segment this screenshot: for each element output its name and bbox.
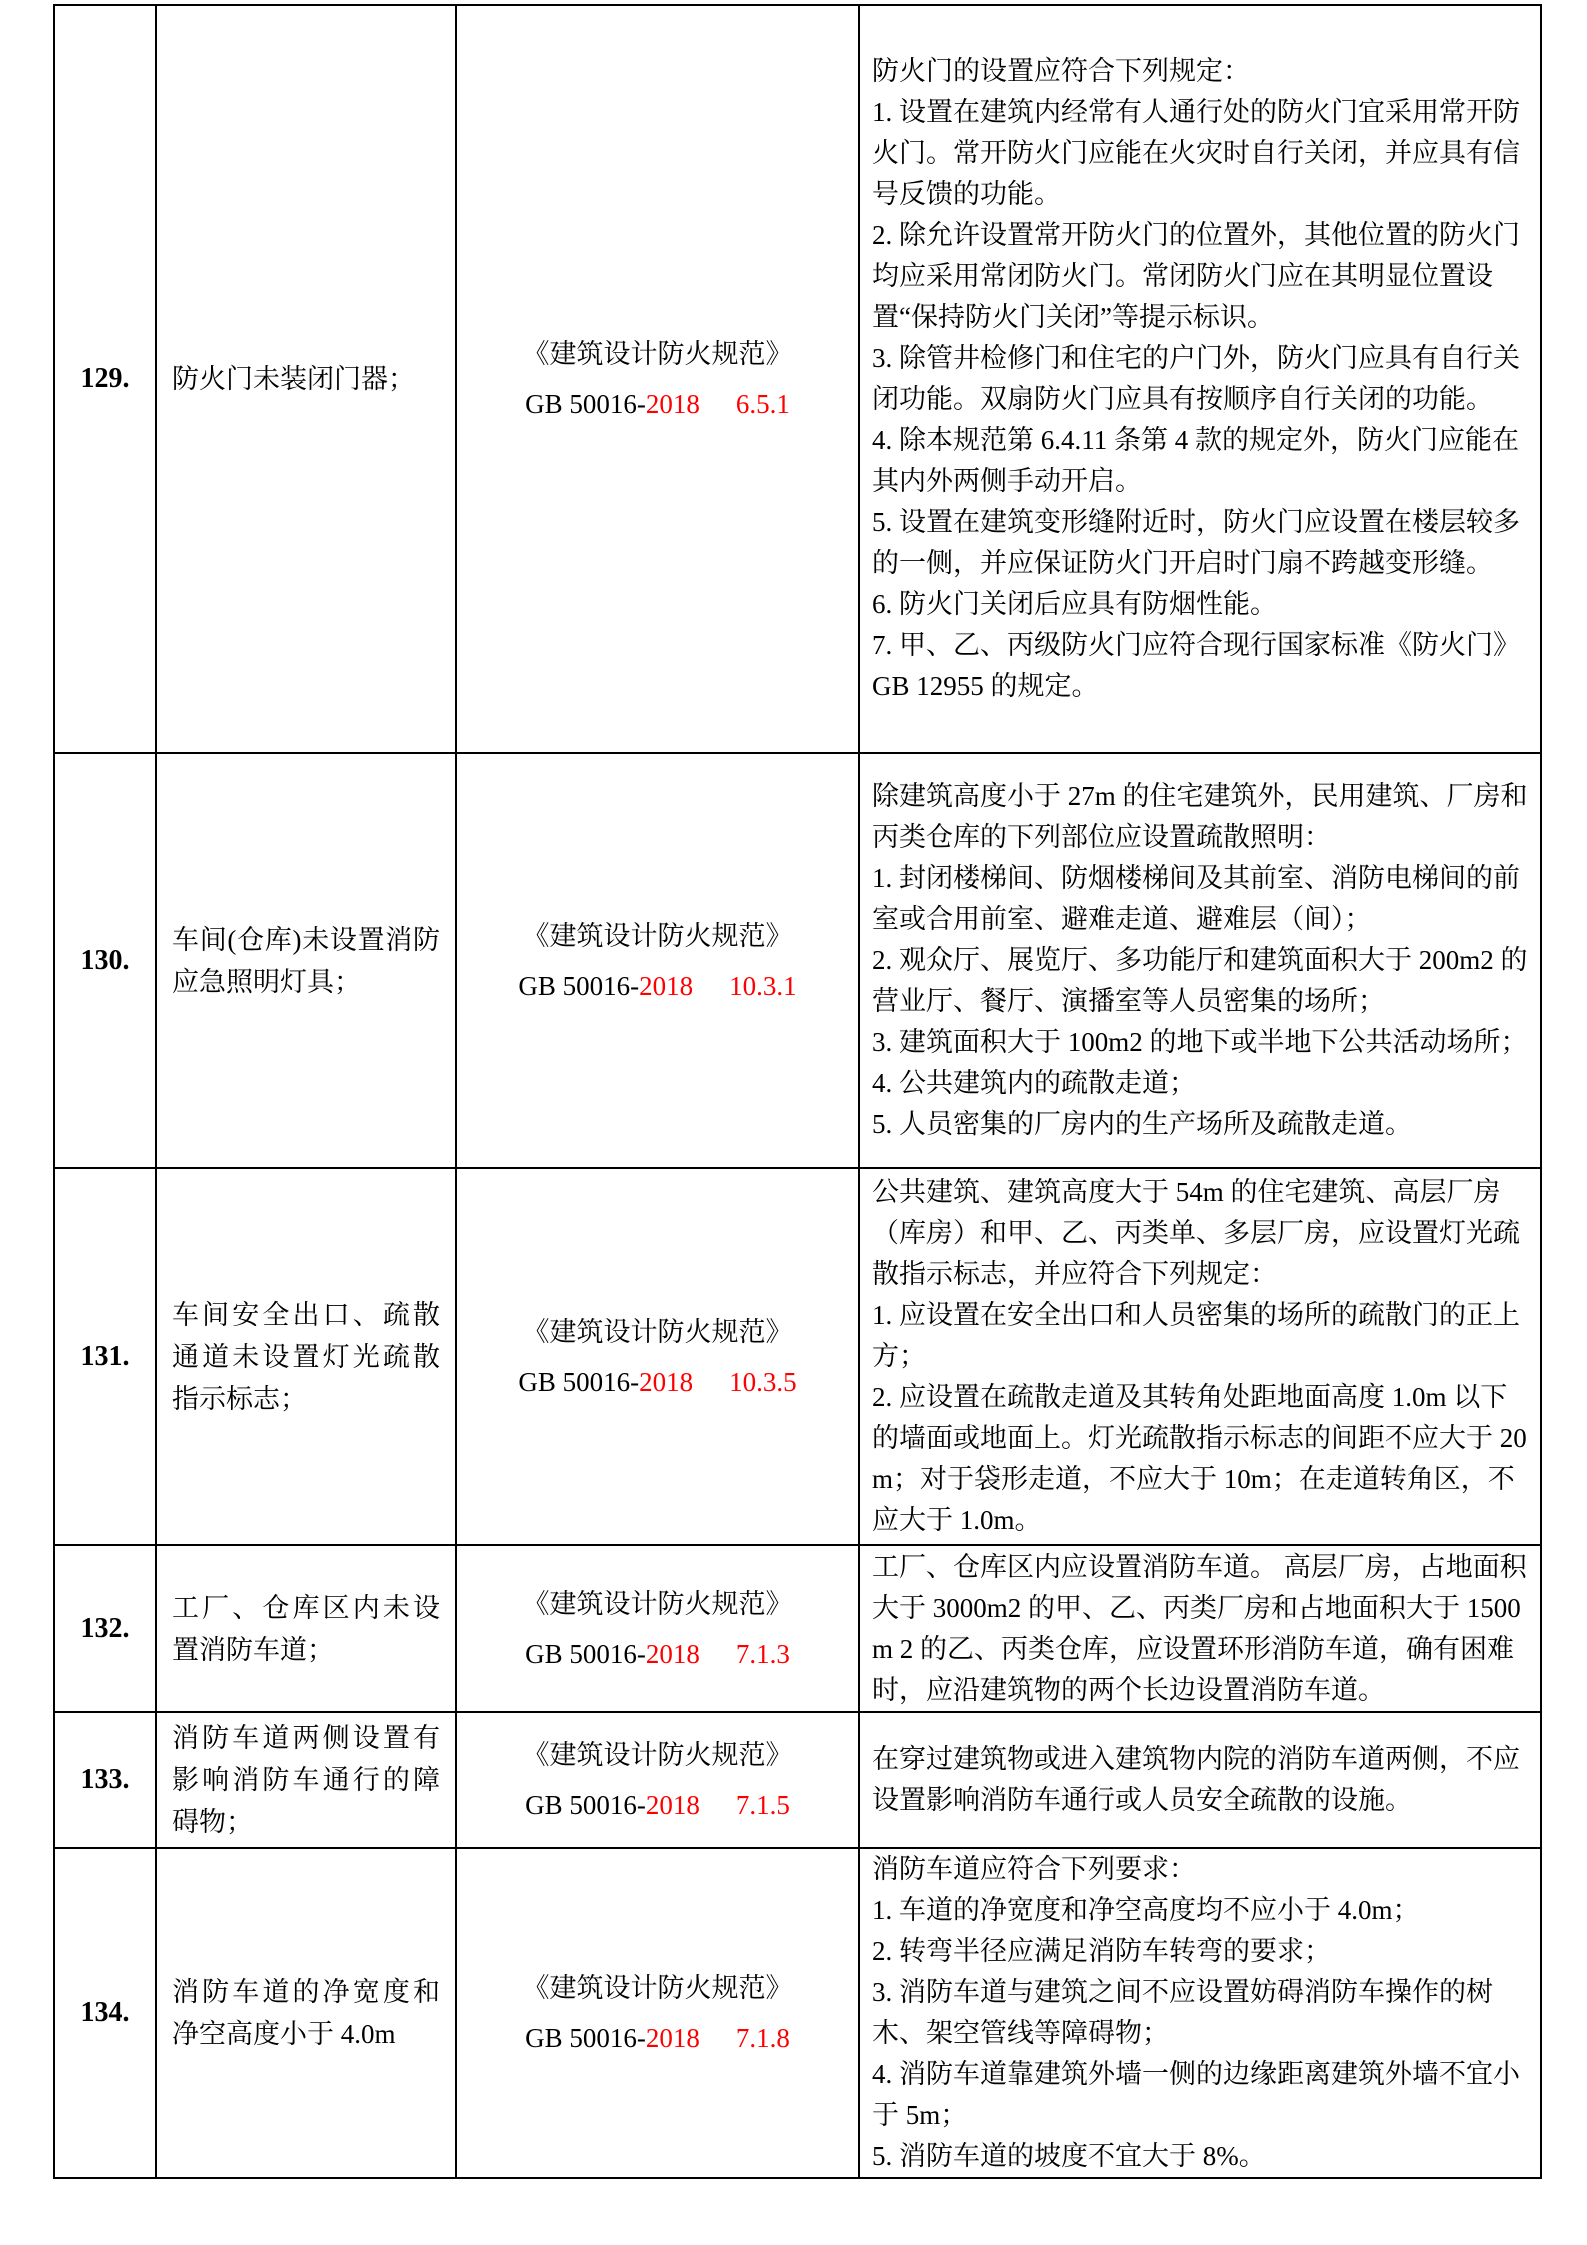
reference-year: 2018: [645, 1638, 700, 1669]
row-number: 134.: [80, 1997, 130, 2028]
reference-section-number: 7.1.3: [735, 1638, 790, 1669]
reference-standard-code: [463, 961, 852, 1011]
requirement-paragraph: 2. 应设置在疏散走道及其转角处距地面高度 1.0m 以下的墙面或地面上。灯光疏散指示标志的间距不应大于 20m；对于袋形走道，不应大于 10m；在走道转角区，不应大于 1.0m。: [872, 1382, 1527, 1535]
reference-code-black: GB 50016-: [525, 1790, 646, 1820]
reference-code-black: GB 50016-: [525, 389, 646, 419]
requirement-paragraph: 3. 消防车道与建筑之间不应设置妨碍消防车操作的树木、架空管线等障碍物；: [872, 1977, 1493, 2048]
reference-standard-title: 《建筑设计防火规范》: [522, 1316, 793, 1347]
requirement-paragraph: 2. 除允许设置常开防火门的位置外，其他位置的防火门均应采用常闭防火门。常闭防火门应在其明显位置设置“保持防火门关闭”等提示标识。: [872, 220, 1520, 332]
violation-description: 消防车道的净宽度和净空高度小于 4.0m: [172, 1977, 440, 2049]
table-row: [54, 1168, 1541, 1545]
reference-section-number: 10.3.5: [729, 1366, 797, 1397]
requirements-text: [872, 51, 1530, 707]
table-row: [54, 5, 1541, 753]
requirement-paragraph: 消防车道应符合下列要求：: [872, 1854, 1196, 1884]
reference-cell: [456, 1545, 859, 1712]
requirements-cell: [859, 1545, 1541, 1712]
reference-cell: [456, 1168, 859, 1545]
table-row: [54, 753, 1541, 1168]
reference-year: 2018: [645, 389, 700, 419]
reference-year: 2018: [639, 1366, 694, 1397]
table-row: [54, 1545, 1541, 1712]
table-row: [54, 1848, 1541, 2178]
reference-code-black: GB 50016-: [525, 1638, 646, 1669]
reference-standard-code: [463, 2013, 852, 2063]
requirement-paragraph: 4. 除本规范第 6.4.11 条第 4 款的规定外，防火门应能在其内外两侧手动开启。: [872, 425, 1519, 496]
row-number-cell: [54, 5, 156, 753]
requirement-paragraph: 6. 防火门关闭后应具有防烟性能。: [872, 589, 1277, 619]
reference-standard-title: 《建筑设计防火规范》: [522, 920, 793, 951]
requirements-text: [872, 1547, 1530, 1711]
reference-cell: [456, 1712, 859, 1848]
table-row: [54, 1712, 1541, 1848]
requirement-paragraph: 4. 公共建筑内的疏散走道；: [872, 1068, 1196, 1098]
requirement-paragraph: 在穿过建筑物或进入建筑物内院的消防车道两侧，不应设置影响消防车通行或人员安全疏散的设施。: [872, 1744, 1520, 1815]
requirement-paragraph: 公共建筑、建筑高度大于 54m 的住宅建筑、高层厂房（库房）和甲、乙、丙类单、多层厂房，应设置灯光疏散指示标志，并应符合下列规定：: [872, 1177, 1520, 1289]
violation-description-cell: [156, 1545, 456, 1712]
reference-code-black: GB 50016-: [525, 2023, 646, 2053]
requirement-paragraph: 1. 车道的净宽度和净空高度均不应小于 4.0m；: [872, 1895, 1420, 1925]
reference-standard-code: [463, 1629, 852, 1679]
requirement-paragraph: 2. 转弯半径应满足消防车转弯的要求；: [872, 1936, 1331, 1966]
reference-section-number: 7.1.5: [735, 1790, 790, 1820]
violation-description: 防火门未装闭门器；: [172, 364, 415, 394]
reference-standard-title: 《建筑设计防火规范》: [522, 1588, 793, 1619]
row-number-cell: [54, 1848, 156, 2178]
requirement-paragraph: 工厂、仓库区内应设置消防车道。 高层厂房，占地面积大于 3000m2 的甲、乙、丙类厂房和占地面积大于 1500m 2 的乙、丙类仓库，应设置环形消防车道，确有困难时，应沿建筑物的两个长边设置消防车道。: [872, 1551, 1527, 1705]
reference-section-number: 6.5.1: [735, 389, 790, 419]
requirement-paragraph: 4. 消防车道靠建筑外墙一侧的边缘距离建筑外墙不宜小于 5m；: [872, 2059, 1520, 2130]
requirements-text: [872, 1739, 1530, 1821]
row-number: 132.: [80, 1612, 130, 1644]
row-number: 130.: [80, 944, 130, 976]
reference-standard-code: [463, 379, 852, 429]
reference-code-black: GB 50016-: [518, 970, 640, 1001]
requirement-paragraph: 1. 设置在建筑内经常有人通行处的防火门宜采用常开防火门。常开防火门应能在火灾时自行关闭，并应具有信号反馈的功能。: [872, 97, 1520, 209]
violation-description-cell: [156, 1848, 456, 2178]
reference-standard-title: 《建筑设计防火规范》: [522, 339, 793, 369]
requirements-cell: [859, 1848, 1541, 2178]
violation-description: 工厂、仓库区内未设置消防车道；: [172, 1592, 440, 1665]
requirement-paragraph: 5. 人员密集的厂房内的生产场所及疏散走道。: [872, 1109, 1412, 1139]
row-number: 131.: [80, 1340, 130, 1372]
requirement-paragraph: 5. 设置在建筑变形缝附近时，防火门应设置在楼层较多的一侧，并应保证防火门开启时门扇不跨越变形缝。: [872, 507, 1520, 578]
requirements-text: [872, 1172, 1530, 1541]
requirement-paragraph: 3. 除管井检修门和住宅的户门外，防火门应具有自行关闭功能。双扇防火门应具有按顺序自行关闭的功能。: [872, 343, 1520, 414]
reference-standard-code: [463, 1780, 852, 1830]
reference-section-number: 7.1.8: [735, 2023, 790, 2053]
requirement-paragraph: 3. 建筑面积大于 100m2 的地下或半地下公共活动场所；: [872, 1027, 1528, 1057]
row-number-cell: [54, 1545, 156, 1712]
requirements-text: [872, 1849, 1530, 2177]
reference-cell: [456, 753, 859, 1168]
violation-description-cell: [156, 5, 456, 753]
row-number: 129.: [80, 363, 130, 394]
violation-description: 车间安全出口、疏散通道未设置灯光疏散指示标志；: [172, 1299, 440, 1414]
reference-cell: [456, 5, 859, 753]
violation-description-cell: [156, 1168, 456, 1545]
requirements-cell: [859, 1168, 1541, 1545]
violation-description: 消防车道两侧设置有影响消防车通行的障碍物；: [172, 1723, 440, 1837]
requirement-paragraph: 2. 观众厅、展览厅、多功能厅和建筑面积大于 200m2 的营业厅、餐厅、演播室等人员密集的场所；: [872, 945, 1528, 1016]
reference-cell: [456, 1848, 859, 2178]
row-number: 133.: [80, 1764, 130, 1795]
row-number-cell: [54, 1168, 156, 1545]
requirement-paragraph: 5. 消防车道的坡度不宜大于 8%。: [872, 2141, 1266, 2171]
reference-standard-code: [463, 1357, 852, 1407]
violation-description-cell: [156, 1712, 456, 1848]
violation-description: 车间(仓库)未设置消防应急照明灯具；: [172, 924, 440, 997]
violation-description-cell: [156, 753, 456, 1168]
requirement-paragraph: 1. 封闭楼梯间、防烟楼梯间及其前室、消防电梯间的前室或合用前室、避难走道、避难层（间）；: [872, 863, 1520, 934]
fire-code-violation-table: [53, 4, 1542, 2179]
requirements-text: [872, 776, 1530, 1145]
row-number-cell: [54, 1712, 156, 1848]
reference-standard-title: 《建筑设计防火规范》: [522, 1740, 793, 1770]
row-number-cell: [54, 753, 156, 1168]
requirement-paragraph: 7. 甲、乙、丙级防火门应符合现行国家标准《防火门》GB 12955 的规定。: [872, 630, 1520, 701]
reference-year: 2018: [645, 1790, 700, 1820]
reference-standard-title: 《建筑设计防火规范》: [522, 1973, 793, 2003]
requirement-paragraph: 除建筑高度小于 27m 的住宅建筑外，民用建筑、厂房和丙类仓库的下列部位应设置疏散照明：: [872, 781, 1528, 852]
requirements-cell: [859, 1712, 1541, 1848]
requirement-paragraph: 1. 应设置在安全出口和人员密集的场所的疏散门的正上方；: [872, 1300, 1520, 1371]
reference-year: 2018: [639, 970, 694, 1001]
reference-code-black: GB 50016-: [518, 1366, 640, 1397]
reference-year: 2018: [645, 2023, 700, 2053]
requirement-paragraph: 防火门的设置应符合下列规定：: [872, 56, 1250, 86]
requirements-cell: [859, 5, 1541, 753]
requirements-cell: [859, 753, 1541, 1168]
reference-section-number: 10.3.1: [729, 970, 797, 1001]
